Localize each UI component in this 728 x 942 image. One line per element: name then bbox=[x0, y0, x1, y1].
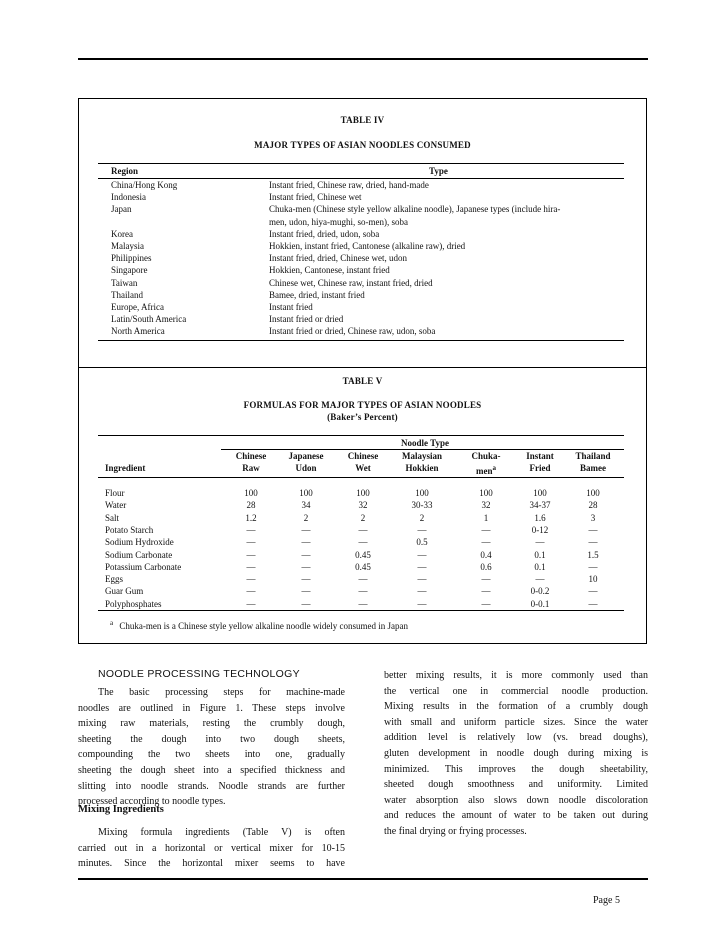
table-v-value-cell: 100 bbox=[299, 488, 313, 498]
table-v-value-cell: 100 bbox=[533, 488, 547, 498]
table-v-value-cell: 32 bbox=[481, 500, 491, 511]
table-iv-region-cell: Thailand bbox=[111, 289, 143, 300]
footnote-text: Chuka-men is a Chinese style yellow alkaline noodle widely consumed in Japan bbox=[119, 621, 409, 631]
table-v-value-cell: 3 bbox=[590, 512, 596, 523]
table-iv-type-cell: Hokkien, instant fried, Cantonese (alkaline raw), dried bbox=[269, 241, 466, 251]
table-v-value-cell: — bbox=[481, 537, 491, 548]
table-v-value-cell: — bbox=[481, 598, 491, 609]
table-v-value-cell: 100 bbox=[356, 488, 370, 498]
table-v-value-cell: 100 bbox=[586, 488, 600, 498]
table-v-column-header-line1: Chinese bbox=[235, 451, 267, 461]
table-v-column-header-line1: Instant bbox=[526, 451, 554, 461]
table-v-value-cell: 2 bbox=[303, 512, 309, 523]
table-v-bottom-rule bbox=[98, 610, 624, 611]
table-v-column-header-text: Raw bbox=[242, 463, 260, 473]
table-v-value-cell: — bbox=[246, 586, 256, 597]
table-v-value-cell: 0.45 bbox=[355, 561, 371, 572]
table-iv-region-cell: Indonesia bbox=[111, 192, 146, 203]
table-v-value-cell: 2 bbox=[360, 512, 366, 523]
right-paragraph-line: sheeted dough smoothness and uniformity. Limited bbox=[384, 779, 648, 791]
footnote-mark: a bbox=[492, 464, 496, 472]
table-v-value-cell: — bbox=[588, 524, 598, 535]
table-v-value-cell: 100 bbox=[479, 488, 493, 498]
table-v-value-cell: — bbox=[246, 524, 256, 535]
table-v-value-cell: 1.5 bbox=[587, 549, 599, 560]
table-v-value-cell: — bbox=[358, 586, 368, 597]
table-v-value-cell: — bbox=[301, 524, 311, 535]
table-v-value-cell: 0.6 bbox=[480, 561, 492, 572]
table-v-column-header-line1: Chuka- bbox=[471, 451, 501, 461]
table-v-ingredient-cell: Sodium Hydroxide bbox=[105, 537, 174, 548]
table-v-value-cell: — bbox=[358, 574, 368, 585]
table-v-column-header-text: Udon bbox=[295, 463, 317, 473]
table-v-value-cell: 2 bbox=[419, 512, 425, 523]
table-v-value-cell: — bbox=[535, 574, 545, 585]
mixing-subheading: Mixing Ingredients bbox=[78, 804, 164, 815]
table-v-group-header: Noodle Type bbox=[401, 438, 449, 448]
table-v-column-header-text: Wet bbox=[355, 463, 371, 473]
table-iv-box bbox=[78, 98, 647, 368]
table-v-column-header-line2 bbox=[333, 462, 393, 474]
table-iv-type-cell-continued: men, udon, hiya-mughi, so-men), soba bbox=[269, 216, 408, 227]
table-v-value-cell: 30-33 bbox=[411, 500, 433, 511]
table-v-value-cell: — bbox=[301, 537, 311, 548]
table-iv-region-cell: North America bbox=[111, 326, 165, 337]
table-v-column-header-line2 bbox=[276, 462, 336, 474]
left-paragraph-line: mixing raw materials, resting the crumbly dough, bbox=[78, 718, 345, 730]
left-paragraph-line: sheeting the dough sheet into a specified thickness and bbox=[78, 765, 345, 776]
table-v-value-cell: — bbox=[481, 586, 491, 597]
section-heading: NOODLE PROCESSING TECHNOLOGY bbox=[98, 668, 300, 680]
table-v-column-header-line2 bbox=[563, 462, 623, 474]
table-iv-type-cell: Instant fried or dried, Chinese raw, udon, soba bbox=[269, 326, 436, 337]
table-iv-type-cell: Bamee, dried, instant fried bbox=[269, 289, 365, 300]
right-paragraph-line: water absorption also slows down noodle discoloration bbox=[384, 794, 648, 806]
table-v-value-cell: — bbox=[301, 586, 311, 597]
table-v-value-cell: 28 bbox=[588, 500, 598, 511]
table-iv-type-cell: Hokkien, Cantonese, instant fried bbox=[269, 265, 390, 276]
table-iv-caption: TABLE IV bbox=[340, 115, 385, 125]
table-v-footnote bbox=[110, 617, 408, 632]
right-paragraph-line: addition level is relatively low (vs. bread doughs), bbox=[384, 732, 648, 744]
table-v-column-header-line2 bbox=[392, 462, 452, 474]
table-iv-region-cell: Singapore bbox=[111, 265, 148, 276]
left-paragraph-line: Mixing formula ingredients (Table V) is often bbox=[98, 827, 345, 838]
right-paragraph-line: Mixing results in the formation of a crumbly dough bbox=[384, 701, 648, 713]
table-v-column-header-line1: Malaysian bbox=[401, 451, 442, 461]
table-v-title: FORMULAS FOR MAJOR TYPES OF ASIAN NOODLES bbox=[243, 400, 482, 410]
table-v-subtitle: (Baker’s Percent) bbox=[327, 412, 398, 422]
table-v-ingredient-cell: Potassium Carbonate bbox=[105, 561, 182, 572]
table-v-ingredient-cell: Guar Gum bbox=[105, 586, 144, 597]
table-v-box bbox=[78, 367, 647, 644]
table-iv-region-cell: China/Hong Kong bbox=[111, 180, 178, 190]
table-v-value-cell: — bbox=[417, 598, 427, 609]
table-iv-type-cell: Instant fried, dried, udon, soba bbox=[269, 228, 380, 239]
table-v-value-cell: — bbox=[417, 549, 427, 560]
table-iv-type-cell: Instant fried bbox=[269, 302, 313, 312]
header-rule bbox=[78, 58, 648, 60]
right-paragraph-line: minimized. This improves the dough sheetability, bbox=[384, 763, 648, 775]
left-paragraph-line: slitting into noodle strands. Noodle strands are further bbox=[78, 780, 345, 792]
table-v-value-cell: — bbox=[301, 574, 311, 585]
table-v-value-cell: 0.1 bbox=[534, 561, 546, 572]
table-v-value-cell: — bbox=[358, 524, 368, 535]
table-v-value-cell: — bbox=[301, 549, 311, 560]
table-iv-region-cell: Latin/South America bbox=[111, 314, 187, 325]
table-iv-region-header: Region bbox=[111, 166, 138, 176]
table-v-value-cell: — bbox=[246, 598, 256, 609]
left-paragraph-line: The basic processing steps for machine-made bbox=[98, 687, 345, 698]
table-iv-region-cell: Japan bbox=[111, 204, 132, 215]
table-v-column-header-text: Fried bbox=[529, 463, 551, 473]
right-paragraph-line: gluten development in noodle dough during mixing is bbox=[384, 748, 648, 759]
left-paragraph-line: compounding the two sheets into one, gradually bbox=[78, 749, 345, 761]
table-iv-top-rule bbox=[98, 163, 624, 164]
table-v-value-cell: — bbox=[588, 537, 598, 548]
left-paragraph-line: carried out in a horizontal or vertical mixer for 10-15 bbox=[78, 842, 345, 854]
table-v-value-cell: 32 bbox=[358, 500, 368, 511]
table-v-ingredient-cell: Sodium Carbonate bbox=[105, 549, 173, 560]
table-iv-type-cell: Instant fried, Chinese wet bbox=[269, 192, 362, 203]
table-v-header-rule bbox=[98, 477, 624, 478]
right-paragraph-line: the vertical one in commercial noodle production. bbox=[384, 685, 648, 697]
table-iv-type-cell: Chuka-men (Chinese style yellow alkaline noodle), Japanese types (include hira- bbox=[269, 204, 561, 215]
table-iv-type-cell: Instant fried, dried, Chinese wet, udon bbox=[269, 253, 407, 264]
footnote-mark: a bbox=[110, 619, 114, 627]
table-v-value-cell: — bbox=[246, 574, 256, 585]
table-v-value-cell: — bbox=[588, 586, 598, 597]
table-v-column-header-line2 bbox=[456, 462, 516, 477]
table-iv-type-cell: Instant fried, Chinese raw, dried, hand-made bbox=[269, 180, 429, 190]
table-v-column-header-text: Hokkien bbox=[405, 463, 439, 473]
table-v-value-cell: — bbox=[588, 598, 598, 609]
table-v-column-header-line2 bbox=[510, 462, 570, 474]
table-v-caption: TABLE V bbox=[342, 376, 383, 386]
table-v-column-header-line2 bbox=[221, 462, 281, 474]
table-v-column-header-text: Bamee bbox=[580, 463, 606, 473]
table-v-value-cell: 1.2 bbox=[245, 512, 257, 523]
table-v-value-cell: — bbox=[301, 598, 311, 609]
table-v-value-cell: — bbox=[246, 537, 256, 548]
right-paragraph-line: with small and uniform particle sizes. Since the water bbox=[384, 716, 648, 728]
table-iv-type-header: Type bbox=[429, 166, 448, 176]
table-iv-region-cell: Europe, Africa bbox=[111, 302, 164, 312]
table-v-value-cell: 0-0.2 bbox=[530, 586, 550, 597]
table-iv-region-cell: Malaysia bbox=[111, 241, 144, 251]
table-iv-title: MAJOR TYPES OF ASIAN NOODLES CONSUMED bbox=[254, 140, 471, 150]
table-v-value-cell: 1.6 bbox=[534, 512, 546, 523]
page-number: Page 5 bbox=[593, 895, 620, 906]
table-v-value-cell: — bbox=[481, 574, 491, 585]
table-iv-type-cell: Chinese wet, Chinese raw, instant fried, dried bbox=[269, 277, 433, 288]
table-v-value-cell: 10 bbox=[588, 574, 598, 585]
table-iv-type-cell: Instant fried or dried bbox=[269, 314, 344, 325]
table-v-value-cell: 0.45 bbox=[355, 549, 371, 560]
table-v-column-header-line1: Thailand bbox=[575, 451, 611, 461]
table-v-column-header-line1: Chinese bbox=[347, 451, 379, 461]
table-v-value-cell: — bbox=[417, 561, 427, 572]
table-v-ingredient-cell: Eggs bbox=[105, 574, 123, 585]
table-v-value-cell: 0.5 bbox=[416, 537, 428, 548]
table-v-ingredient-cell: Polyphosphates bbox=[105, 598, 162, 609]
table-iv-region-cell: Korea bbox=[111, 228, 133, 239]
table-v-column-header-line1: Japanese bbox=[288, 451, 324, 461]
left-paragraph-line: processed according to noodle types. bbox=[78, 796, 226, 808]
table-v-value-cell: — bbox=[358, 598, 368, 609]
table-v-value-cell: 100 bbox=[415, 488, 429, 498]
table-v-value-cell: — bbox=[588, 561, 598, 572]
table-v-value-cell: 0-0.1 bbox=[530, 598, 550, 609]
table-v-value-cell: 34 bbox=[301, 500, 311, 511]
table-v-value-cell: — bbox=[417, 524, 427, 535]
table-v-value-cell: — bbox=[417, 574, 427, 585]
table-v-value-cell: — bbox=[417, 586, 427, 597]
right-paragraph-line: better mixing results, it is more commonly used than bbox=[384, 670, 648, 681]
table-v-column-header-text: men bbox=[476, 466, 493, 476]
table-v-ingredient-header: Ingredient bbox=[105, 463, 146, 473]
table-v-value-cell: — bbox=[481, 524, 491, 535]
table-v-value-cell: 0.4 bbox=[480, 549, 492, 560]
right-paragraph-line: the final drying or frying processes. bbox=[384, 826, 527, 837]
table-iv-region-cell: Philippines bbox=[111, 253, 152, 264]
table-v-value-cell: — bbox=[246, 561, 256, 572]
table-v-value-cell: — bbox=[535, 537, 545, 548]
table-v-value-cell: 1 bbox=[483, 512, 489, 523]
table-v-value-cell: 28 bbox=[246, 500, 256, 511]
table-v-value-cell: 100 bbox=[244, 488, 258, 498]
table-v-top-rule bbox=[98, 435, 624, 436]
right-paragraph-line: and reduces the amount of water to be taken out during bbox=[384, 810, 648, 822]
table-v-ingredient-cell: Potato Starch bbox=[105, 524, 154, 535]
left-paragraph-line: sheeting the dough into two dough sheets, bbox=[78, 733, 345, 745]
table-v-ingredient-cell: Salt bbox=[105, 512, 120, 523]
footer-rule bbox=[78, 878, 648, 880]
table-v-value-cell: 0-12 bbox=[531, 524, 549, 535]
table-iv-region-cell: Taiwan bbox=[111, 277, 138, 288]
table-v-value-cell: — bbox=[301, 561, 311, 572]
table-v-ingredient-cell: Water bbox=[105, 500, 127, 511]
table-v-value-cell: — bbox=[358, 537, 368, 548]
table-v-value-cell: 0.1 bbox=[534, 549, 546, 560]
table-v-ingredient-cell: Flour bbox=[105, 488, 125, 498]
table-v-value-cell: 34-37 bbox=[529, 500, 551, 511]
left-paragraph-line: minutes. Since the horizontal mixer seems to have bbox=[78, 858, 345, 870]
table-v-value-cell: — bbox=[246, 549, 256, 560]
table-iv-bottom-rule bbox=[98, 340, 624, 341]
left-paragraph-line: noodles are outlined in Figure 1. These steps involve bbox=[78, 702, 345, 714]
